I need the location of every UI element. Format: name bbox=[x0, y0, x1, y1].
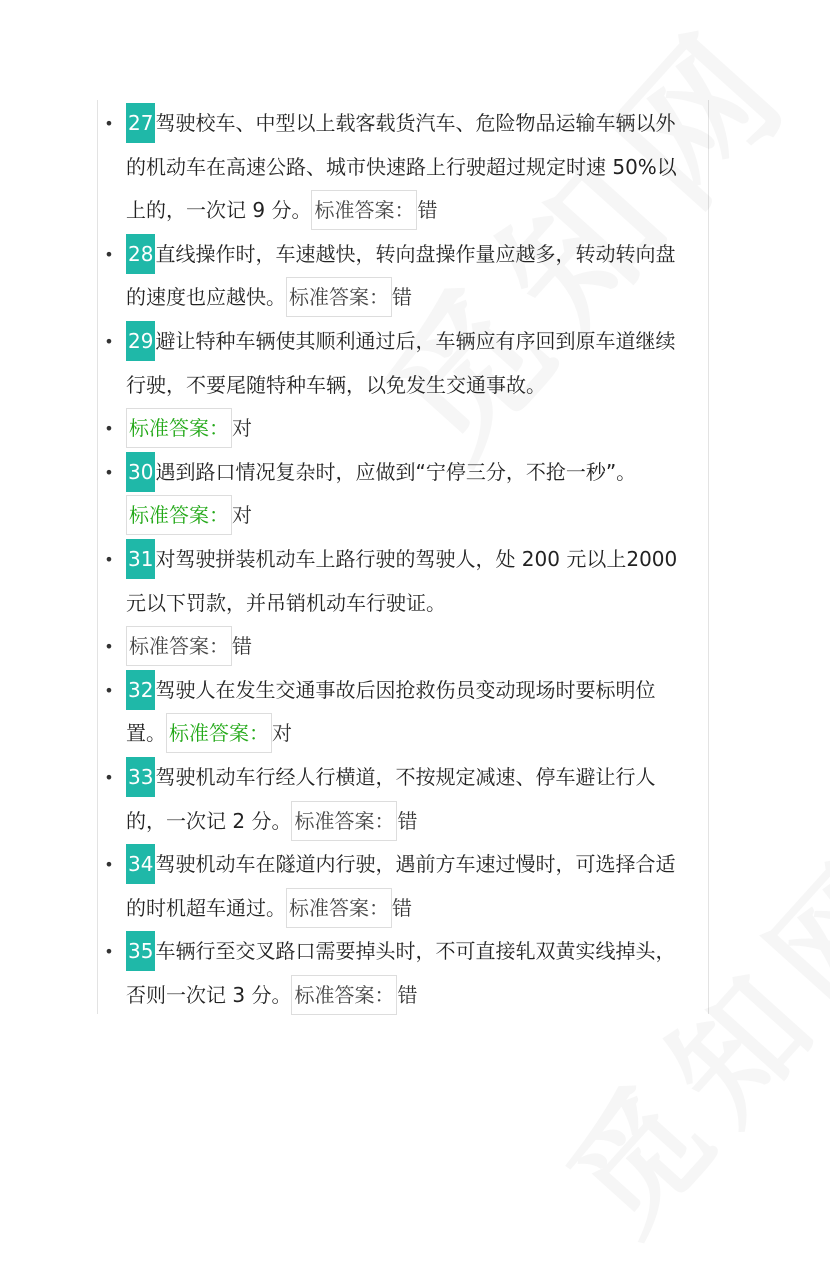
answer-label: 标准答案： bbox=[126, 626, 232, 666]
list-item bbox=[104, 320, 690, 407]
question-number: 35 bbox=[126, 931, 155, 971]
bullet-icon: • bbox=[104, 767, 114, 787]
bullet-icon: • bbox=[104, 419, 114, 439]
list-item bbox=[104, 930, 690, 1017]
answer-label: 标准答案： bbox=[286, 277, 392, 317]
bullet-icon: • bbox=[104, 462, 114, 482]
question-list bbox=[104, 102, 690, 1017]
answer-value: 错 bbox=[417, 198, 438, 223]
bullet-icon: • bbox=[104, 244, 114, 264]
answer-label: 标准答案： bbox=[126, 495, 232, 535]
question-number: 34 bbox=[126, 844, 155, 884]
question-text: 避让特种车辆使其顺利通过后，车辆应有序回到原车道继续行驶，不要尾随特种车辆，以免发生交通事故。 bbox=[126, 328, 676, 397]
question-number: 28 bbox=[126, 234, 155, 274]
question-text: 遇到路口情况复杂时，应做到“宁停三分，不抢一秒”。 bbox=[155, 459, 637, 484]
bullet-icon: • bbox=[104, 942, 114, 962]
answer-value: 错 bbox=[392, 285, 412, 310]
question-text: 驾驶机动车在隧道内行驶，遇前方车速过慢时，可选择合适的时机超车通过。 bbox=[126, 852, 676, 920]
answer-value: 对 bbox=[232, 416, 252, 441]
bullet-icon: • bbox=[104, 114, 114, 133]
question-text: 驾驶人在发生交通事故后因抢救伤员变动现场时要标明位置。 bbox=[126, 677, 656, 746]
question-text: 对驾驶拼装机动车上路行驶的驾驶人，处 200 元以上2000 元以下罚款，并吊销机动车行驶证。 bbox=[126, 546, 678, 615]
answer-label: 标准答案： bbox=[126, 408, 232, 448]
bullet-icon: • bbox=[104, 549, 114, 569]
answer-value: 对 bbox=[272, 721, 292, 746]
question-number: 33 bbox=[126, 757, 155, 797]
question-number: 29 bbox=[126, 321, 155, 361]
answer-value: 错 bbox=[232, 634, 252, 659]
list-item bbox=[104, 669, 690, 756]
answer-label: 标准答案： bbox=[291, 801, 397, 841]
bullet-icon: • bbox=[104, 637, 114, 657]
answer-label: 标准答案： bbox=[286, 888, 392, 928]
question-text: 驾驶校车、中型以上载客载货汽车、危险物品运输车辆以外的机动车在高速公路、城市快速路上行驶超过规定时速 50%以上的，一次记 9 分。 bbox=[126, 111, 677, 223]
list-item bbox=[104, 407, 690, 451]
answer-label: 标准答案： bbox=[311, 190, 417, 230]
answer-value: 错 bbox=[392, 895, 412, 920]
answer-value: 错 bbox=[397, 982, 418, 1007]
bullet-icon: • bbox=[104, 855, 114, 875]
question-number: 30 bbox=[126, 452, 155, 492]
answer-value: 错 bbox=[397, 808, 418, 833]
question-text: 驾驶机动车行经人行横道，不按规定减速、停车避让行人的，一次记 2 分。 bbox=[126, 764, 656, 833]
answer-label: 标准答案： bbox=[166, 713, 272, 753]
list-item bbox=[104, 625, 690, 669]
answer-label: 标准答案： bbox=[291, 975, 397, 1015]
list-item bbox=[104, 451, 690, 538]
question-text: 直线操作时，车速越快，转向盘操作量应越多，转动转向盘的速度也应越快。 bbox=[126, 241, 676, 310]
question-number: 31 bbox=[126, 539, 155, 579]
bullet-icon: • bbox=[104, 680, 114, 700]
list-item bbox=[104, 233, 690, 320]
list-item bbox=[104, 756, 690, 843]
question-text: 车辆行至交叉路口需要掉头时，不可直接轧双黄实线掉头，否则一次记 3 分。 bbox=[126, 939, 676, 1007]
question-number: 32 bbox=[126, 670, 155, 710]
list-item bbox=[104, 102, 690, 233]
list-item bbox=[104, 538, 690, 625]
question-number: 27 bbox=[126, 103, 155, 143]
bullet-icon: • bbox=[104, 331, 114, 351]
list-item bbox=[104, 843, 690, 930]
answer-value: 对 bbox=[232, 503, 252, 528]
